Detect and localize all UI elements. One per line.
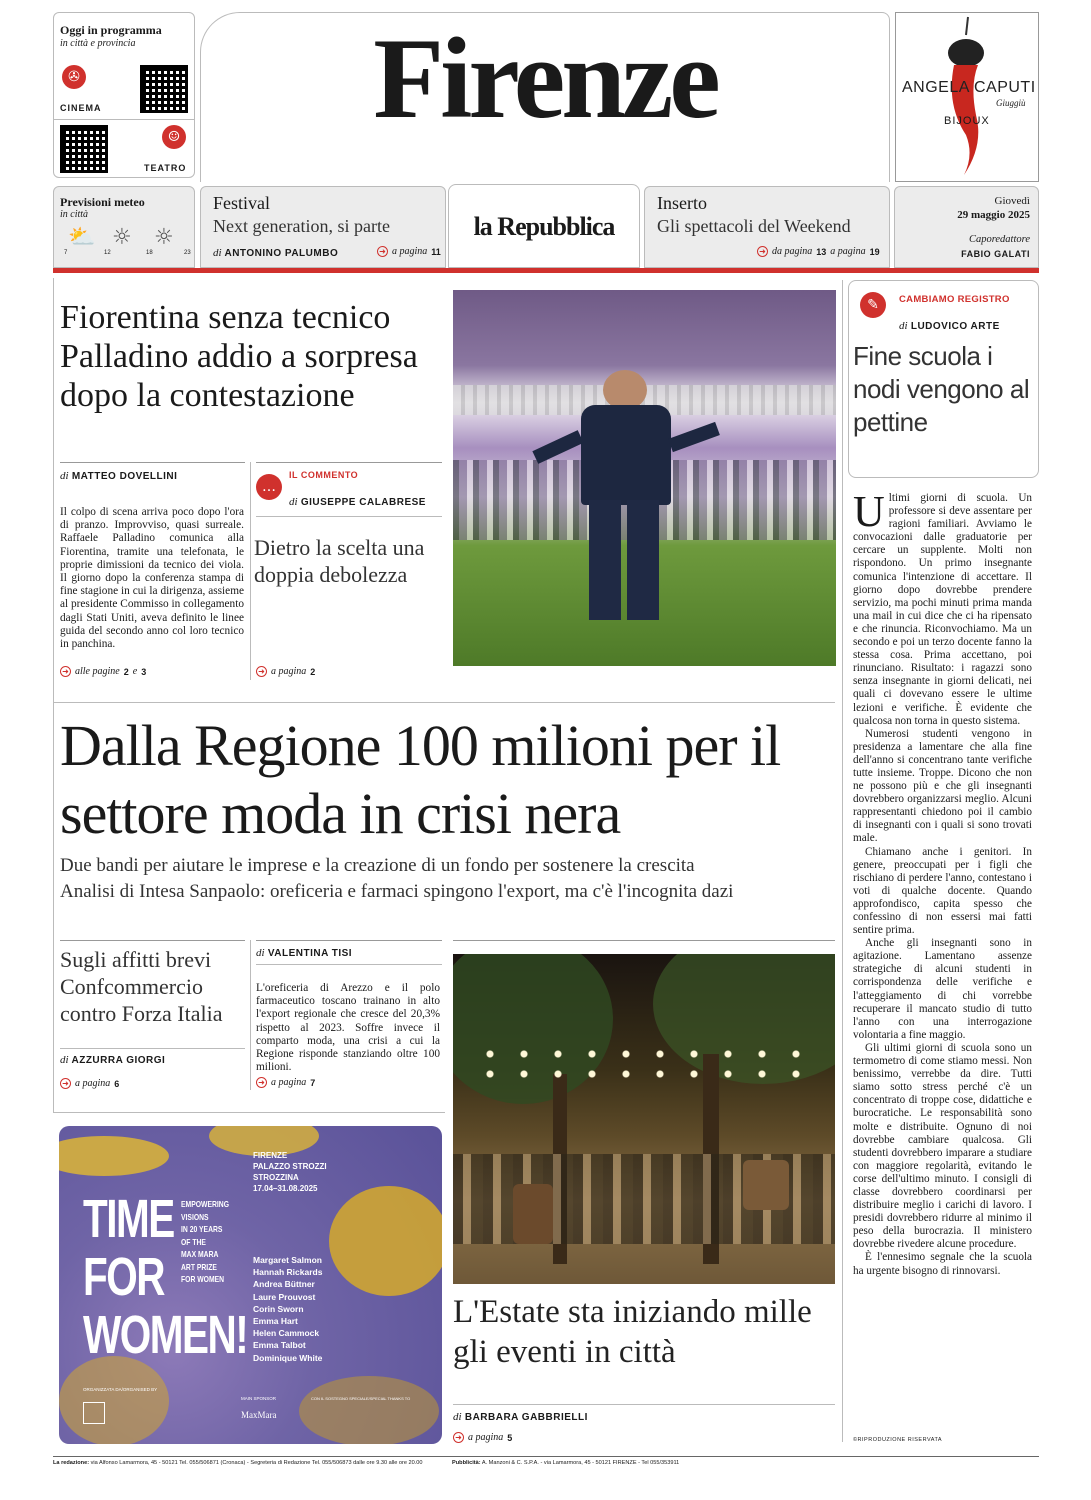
commento-label: IL COMMENTO [289, 470, 359, 480]
teatro-qr-code[interactable] [60, 125, 108, 173]
lead-byline: di MATTEO DOVELLINI [60, 470, 178, 482]
time-for-women-ad[interactable] [59, 1126, 442, 1444]
copyright: ©RIPRODUZIONE RISERVATA [853, 1437, 943, 1443]
meteo-hour: 7 [64, 250, 68, 256]
date-date: 29 maggio 2025 [957, 209, 1030, 221]
theater-mask-icon[interactable]: ☺ [162, 125, 186, 149]
festival-title: Next generation, si parte [213, 216, 390, 236]
commento-byline: di GIUSEPPE CALABRESE [289, 496, 426, 508]
tisi-ref[interactable]: ➜ a pagina 7 [256, 1077, 315, 1088]
meteo-hour: 23 [184, 250, 191, 256]
estate-ref[interactable]: ➜ a pagina 5 [453, 1432, 512, 1443]
ad-time: TIME [83, 1189, 174, 1249]
arrow-right-icon: ➜ [60, 666, 71, 677]
commento-title[interactable]: Dietro la scelta una doppia debolezza [254, 535, 425, 587]
partly-cloudy-icon: ⛅ [68, 225, 96, 250]
ad-org-label: ORGANIZZATA DA/ORGANISED BY [83, 1387, 158, 1392]
meteo-box [53, 186, 195, 268]
footer-left: La redazione: via Alfonso Lamarmora, 45 - 50121 Tel. 055/506871 (Cronaca) - Segreteria di Redazione Tel. 055/506873 dalle ore 9.30 alle ore 20.00 [53, 1460, 423, 1466]
affitti-title[interactable]: Sugli affitti brevi Confcommercio contro Forza Italia [60, 947, 223, 1026]
caputi-bijoux: BIJOUX [944, 115, 990, 127]
estate-photo [453, 954, 835, 1284]
festival-byline: di ANTONINO PALUMBO [213, 247, 339, 259]
main-deck-1: Due bandi per aiutare le imprese e la creazione di un fondo per sostenere la crescita [60, 855, 695, 876]
cambiamo-text: Ultimi giorni di scuola. Un professore si deve assentare per ragioni familiari. Avviamo le convocazioni dalle graduatorie per cercare un supplente. Molti non rispondono. Un primo insegnante comunica l'intenzione di accettare. Il giorno dopo dovrebbe prendere servizio, ma pochi minuti prima manda una mail in cui dice che ci ha ripensato e che rinuncia. Riconvochiamo. Ma un secondo e poi un terzo docente fanno la stessa cosa. Prima accettano, poi rinunciano. Risultato: i ragazzi sono senza insegnante in giorni delicati, nei quali ci dovevano essere le ultime lezioni e verifiche. È evidente che qualcosa non torna in questo sistema. Numerosi studenti vengono in presidenza a lamentare che alla fine dell'anno si concentrano tante verifiche tutte insieme. Troppe. Dicono che non ne possono più e che gli insegnanti dovrebbero organizzarsi meglio. Alcuni rappresentanti chiedono poi il cambio di insegnanti con i quali si sono trovati male. Chiamano anche i genitori. In genere, preoccupati per i figli che rischiano di perdere l'anno, contestano i voti di qualche docente. Quando approfondisco, capita spesso che confessino di non essersi mai fatti sentire prima. Anche gli insegnanti sono in agitazione. Lamentano assenze strategiche di alcuni studenti in corrispondenza delle verifiche e l'atteggiamento di chi vorrebbe recuperare il mancato studio di tutto l'anno con una interrogazione volontaria a fine maggio. Gli ultimi giorni di scuola sono un termometro di come stiamo messi. Non benissimo, verrebbe da dire. Tutti siamo sotto stress perché c'è un concentrato di troppe cose, didattiche e burocratiche. Le responsabilità sono molte e distribuite. Ognuno di noi dovrebbe cambiare qualcosa. Gli studenti dovrebbero imparare a studiare con maggiore regolarità, evitando le corse dell'ultimo minuto. I consigli di classe dovrebbero coordinarsi per distribuire meglio i carichi di lavoro. I presidi dovrebbero ridurre al minimo il peso della burocrazia. Il ministero dovrebbe rivedere alcune procedure. È l'ennesimo segnale che la scuola ha urgente bisogno di rinnovarsi. [853, 487, 1032, 1277]
main-headline[interactable]: Dalla Regione 100 milioni per il settore moda in crisi nera [60, 713, 781, 846]
festival-kicker: Festival [213, 193, 270, 213]
cinema-icon[interactable]: ✇ [62, 65, 86, 89]
promo-subtitle: in città e provincia [60, 38, 136, 49]
lead-headline[interactable]: Fiorentina senza tecnico Palladino addio a sorpresa dopo la contestazione [60, 299, 418, 414]
ad-logo-strip [83, 1402, 105, 1424]
teatro-label: TEATRO [144, 163, 187, 173]
footer-right: Pubblicità: A. Manzoni & C. S.P.A. - via Lamarmora, 45 - 50121 FIRENZE - Tel 055/353911 [452, 1460, 680, 1466]
repubblica-logo-box [448, 184, 640, 268]
ad-women: WOMEN! [83, 1305, 248, 1365]
ad-main-sponsor-label: MAIN SPONSOR [241, 1396, 277, 1401]
lead-ref[interactable]: ➜ alle pagine 2 e 3 [60, 666, 146, 677]
repubblica-logo[interactable]: la Repubblica [473, 212, 615, 241]
caputi-sub: Giuggiù [996, 98, 1026, 108]
lead-photo [453, 290, 836, 666]
editor-name: FABIO GALATI [961, 249, 1030, 259]
inserto-kicker: Inserto [657, 193, 707, 213]
festival-box[interactable] [200, 186, 446, 268]
date-box [894, 186, 1039, 268]
tisi-byline: di VALENTINA TISI [256, 947, 353, 959]
meteo-title: Previsioni meteo [60, 195, 145, 209]
cinema-qr-code[interactable] [140, 65, 188, 113]
date-day: Giovedì [994, 195, 1030, 207]
meteo-hour: 12 [104, 250, 111, 256]
estate-headline[interactable]: L'Estate sta iniziando mille gli eventi in città [453, 1294, 812, 1370]
caputi-brand: ANGELA CAPUTI [902, 79, 1036, 96]
lead-text: Il colpo di scena arriva poco dopo l'ora di pranzo. Improvviso, quasi surreale. Raffaele Palladino comunica alla Fiorentina, tramite una telefonata, le proprie dimissioni da tecnico dei viola. Il giorno dopo la conferenza stampa di fine stagione in cui la dirigenza, assieme al presidente Commisso in collegamento dagli Stati Uniti, aveva definito le linee guida del secondo anno col loro tecnico in panchina. [60, 506, 244, 651]
cambiamo-label: CAMBIAMO REGISTRO [899, 294, 1010, 305]
arrow-right-icon: ➜ [256, 1077, 267, 1088]
pen-icon: ✎ [860, 292, 886, 318]
tisi-text: L'oreficeria di Arezzo e il polo farmaceutico toscano trainano in alto l'export regionale che cresce del 20,3% rispetto al 2023. Soffre invece il comparto moda, una crisi a cui la Regione risponde stanziando oltre 100 milioni. [256, 982, 440, 1074]
commento-ref[interactable]: ➜ a pagina 2 [256, 666, 315, 677]
promo-title: Oggi in programma [60, 23, 162, 37]
inserto-title: Gli spettacoli del Weekend [657, 216, 851, 236]
editor-role: Caporedattore [968, 234, 1030, 245]
ad-venue: FIRENZE PALAZZO STROZZI STROZZINA 17.04–31.08.2025 [253, 1151, 327, 1193]
dropcap: U [853, 487, 885, 536]
arrow-right-icon: ➜ [453, 1432, 464, 1443]
cinema-label: CINEMA [60, 103, 102, 113]
sun-icon: ☼ [154, 225, 174, 250]
promo-box [53, 12, 195, 178]
cambiamo-byline: di LUDOVICO ARTE [899, 320, 1000, 332]
arrow-right-icon: ➜ [256, 666, 267, 677]
string-lights [473, 1044, 813, 1084]
arrow-right-icon: ➜ [757, 246, 768, 257]
red-rule [53, 268, 1039, 273]
ad-sub: EMPOWERING VISIONS IN 20 YEARS OF THE MAX MARA ART PRIZE FOR WOMEN [181, 1199, 229, 1284]
ad-for: FOR [83, 1247, 164, 1307]
affitti-byline: di AZZURRA GIORGI [60, 1054, 166, 1066]
coach-figure [603, 370, 647, 410]
ad-maxmara: MaxMara [241, 1410, 277, 1420]
caputi-ad[interactable] [895, 12, 1039, 182]
inserto-box[interactable] [644, 186, 890, 268]
festival-ref[interactable]: ➜ a pagina 11 [377, 246, 441, 257]
ad-artists: Margaret Salmon Hannah Rickards Andrea Büttner Laure Prouvost Corin Sworn Emma Hart Helen Cammock Emma Talbot Dominique White [253, 1255, 323, 1363]
sun-icon: ☼ [112, 225, 132, 250]
inserto-ref[interactable]: ➜ da pagina 13 a pagina 19 [757, 246, 880, 257]
masthead-title[interactable]: Firenze [373, 15, 717, 143]
chili-pepper-icon [936, 15, 996, 179]
ad-special-label: CON IL SOSTEGNO SPECIALE/SPECIAL THANKS TO [311, 1396, 411, 1401]
arrow-right-icon: ➜ [377, 246, 388, 257]
meteo-subtitle: in città [60, 209, 89, 220]
affitti-ref[interactable]: ➜ a pagina 6 [60, 1078, 119, 1089]
estate-byline: di BARBARA GABBRIELLI [453, 1411, 588, 1423]
meteo-hour: 18 [146, 250, 153, 256]
comment-bubble-icon: … [256, 474, 282, 500]
arrow-right-icon: ➜ [60, 1078, 71, 1089]
cambiamo-title[interactable]: Fine scuola i nodi vengono al pettine [853, 341, 1030, 437]
main-deck-2: Analisi di Intesa Sanpaolo: oreficeria e farmaci spingono l'export, ma c'è l'incognita dazi [60, 881, 734, 902]
